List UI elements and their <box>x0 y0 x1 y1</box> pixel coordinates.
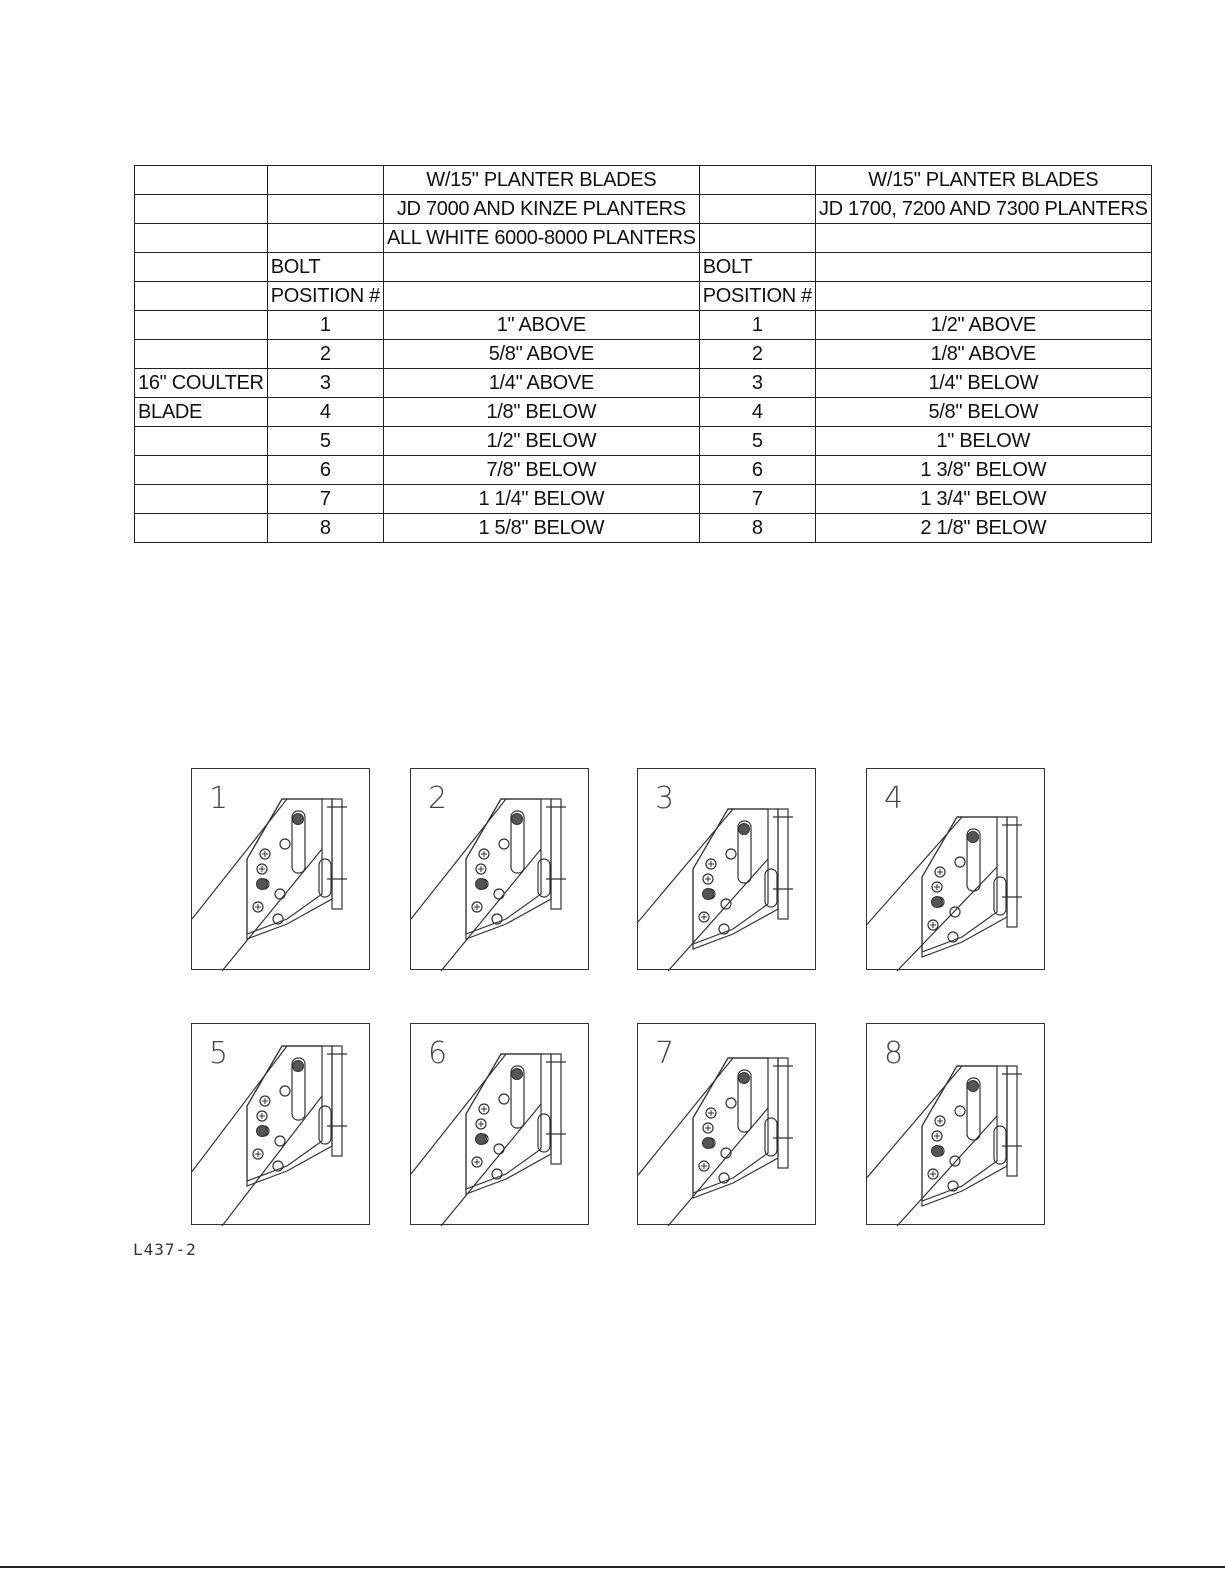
body_rows-row <box>135 311 1152 340</box>
diagram-panel-3 <box>637 768 816 970</box>
diagram-panel-8 <box>866 1023 1045 1225</box>
header_rows-row <box>135 195 1152 224</box>
body_rows-row <box>135 485 1152 514</box>
table-cell: 8 <box>267 514 383 543</box>
bracket-drawing <box>192 769 371 971</box>
header_rows-row <box>135 253 1152 282</box>
bracket-drawing <box>192 1024 371 1226</box>
table-cell: 1/4" BELOW <box>815 369 1151 398</box>
table-cell: 2 1/8" BELOW <box>815 514 1151 543</box>
table-cell: 1/2" ABOVE <box>815 311 1151 340</box>
table-cell: 1/2" BELOW <box>383 427 699 456</box>
diagram-panel-6 <box>410 1023 589 1225</box>
table-cell: 5 <box>267 427 383 456</box>
table-cell: BLADE <box>135 398 268 427</box>
table-cell: JD 7000 AND KINZE PLANTERS <box>383 195 699 224</box>
table-cell <box>815 224 1151 253</box>
page-bottom-rule <box>0 1566 1225 1568</box>
table-cell: POSITION # <box>267 282 383 311</box>
table-cell: 1 <box>267 311 383 340</box>
bracket-drawing <box>411 769 590 971</box>
header_rows-row <box>135 224 1152 253</box>
body_rows-row <box>135 340 1152 369</box>
table-cell <box>383 282 699 311</box>
diagram-panel-7 <box>637 1023 816 1225</box>
diagram-panel-1 <box>191 768 370 970</box>
table-cell: 1" ABOVE <box>383 311 699 340</box>
table-cell <box>699 166 815 195</box>
table-cell: 4 <box>267 398 383 427</box>
table-cell <box>383 253 699 282</box>
table-cell: 7 <box>267 485 383 514</box>
table-cell: 3 <box>699 369 815 398</box>
table-cell: 1 3/8" BELOW <box>815 456 1151 485</box>
table-cell: BOLT <box>699 253 815 282</box>
table-cell: 16" COULTER <box>135 369 268 398</box>
table-cell: 1 <box>699 311 815 340</box>
table-cell <box>135 485 268 514</box>
table-cell <box>135 427 268 456</box>
table-cell: JD 1700, 7200 AND 7300 PLANTERS <box>815 195 1151 224</box>
table-cell: 6 <box>699 456 815 485</box>
bolt-position-table <box>134 165 1152 543</box>
body_rows-row <box>135 514 1152 543</box>
table-cell <box>135 514 268 543</box>
table-cell: 1/8" ABOVE <box>815 340 1151 369</box>
table-cell: 3 <box>267 369 383 398</box>
table-cell: ALL WHITE 6000-8000 PLANTERS <box>383 224 699 253</box>
table-cell <box>699 224 815 253</box>
bracket-drawing <box>867 1024 1046 1226</box>
diagram-number: 3 <box>655 781 675 816</box>
bracket-drawing <box>638 1024 817 1226</box>
diagram-number: 2 <box>428 781 448 816</box>
table-cell <box>135 311 268 340</box>
diagram-number: 5 <box>209 1036 229 1071</box>
body_rows-row <box>135 398 1152 427</box>
table-cell: 1/4" ABOVE <box>383 369 699 398</box>
table-cell <box>699 195 815 224</box>
table-cell <box>267 195 383 224</box>
header_rows-row <box>135 282 1152 311</box>
table-cell: 8 <box>699 514 815 543</box>
table-cell: 4 <box>699 398 815 427</box>
table-cell: POSITION # <box>699 282 815 311</box>
table-cell <box>135 340 268 369</box>
table-cell: 1/8" BELOW <box>383 398 699 427</box>
diagram-number: 6 <box>428 1036 448 1071</box>
document-code: L437-2 <box>133 1240 197 1259</box>
body_rows-row <box>135 369 1152 398</box>
table-cell: W/15" PLANTER BLADES <box>383 166 699 195</box>
table-cell: 2 <box>699 340 815 369</box>
table-cell <box>267 224 383 253</box>
table-cell: 1 3/4" BELOW <box>815 485 1151 514</box>
table-cell: 1" BELOW <box>815 427 1151 456</box>
table-cell: BOLT <box>267 253 383 282</box>
bracket-drawing <box>411 1024 590 1226</box>
table-cell <box>135 224 268 253</box>
diagram-panel-5 <box>191 1023 370 1225</box>
table-cell <box>815 282 1151 311</box>
body_rows-row <box>135 427 1152 456</box>
table-cell: 2 <box>267 340 383 369</box>
table-cell <box>135 253 268 282</box>
diagram-number: 7 <box>655 1036 675 1071</box>
diagram-number: 1 <box>209 781 229 816</box>
bracket-drawing <box>867 769 1046 971</box>
diagram-panel-4 <box>866 768 1045 970</box>
header_rows-row <box>135 166 1152 195</box>
table-cell: 7 <box>699 485 815 514</box>
table-cell: 5 <box>699 427 815 456</box>
diagram-number: 8 <box>884 1036 904 1071</box>
table-cell: 7/8" BELOW <box>383 456 699 485</box>
table-cell <box>135 195 268 224</box>
table-cell <box>135 166 268 195</box>
table-cell <box>135 282 268 311</box>
table-cell: 6 <box>267 456 383 485</box>
table-cell: 5/8" ABOVE <box>383 340 699 369</box>
table-cell: W/15" PLANTER BLADES <box>815 166 1151 195</box>
table-cell: 1 5/8" BELOW <box>383 514 699 543</box>
table-cell: 1 1/4" BELOW <box>383 485 699 514</box>
table-cell <box>135 456 268 485</box>
bracket-drawing <box>638 769 817 971</box>
body_rows-row <box>135 456 1152 485</box>
table-cell <box>267 166 383 195</box>
diagram-panel-2 <box>410 768 589 970</box>
table-cell: 5/8" BELOW <box>815 398 1151 427</box>
diagram-number: 4 <box>884 781 904 816</box>
table-cell <box>815 253 1151 282</box>
